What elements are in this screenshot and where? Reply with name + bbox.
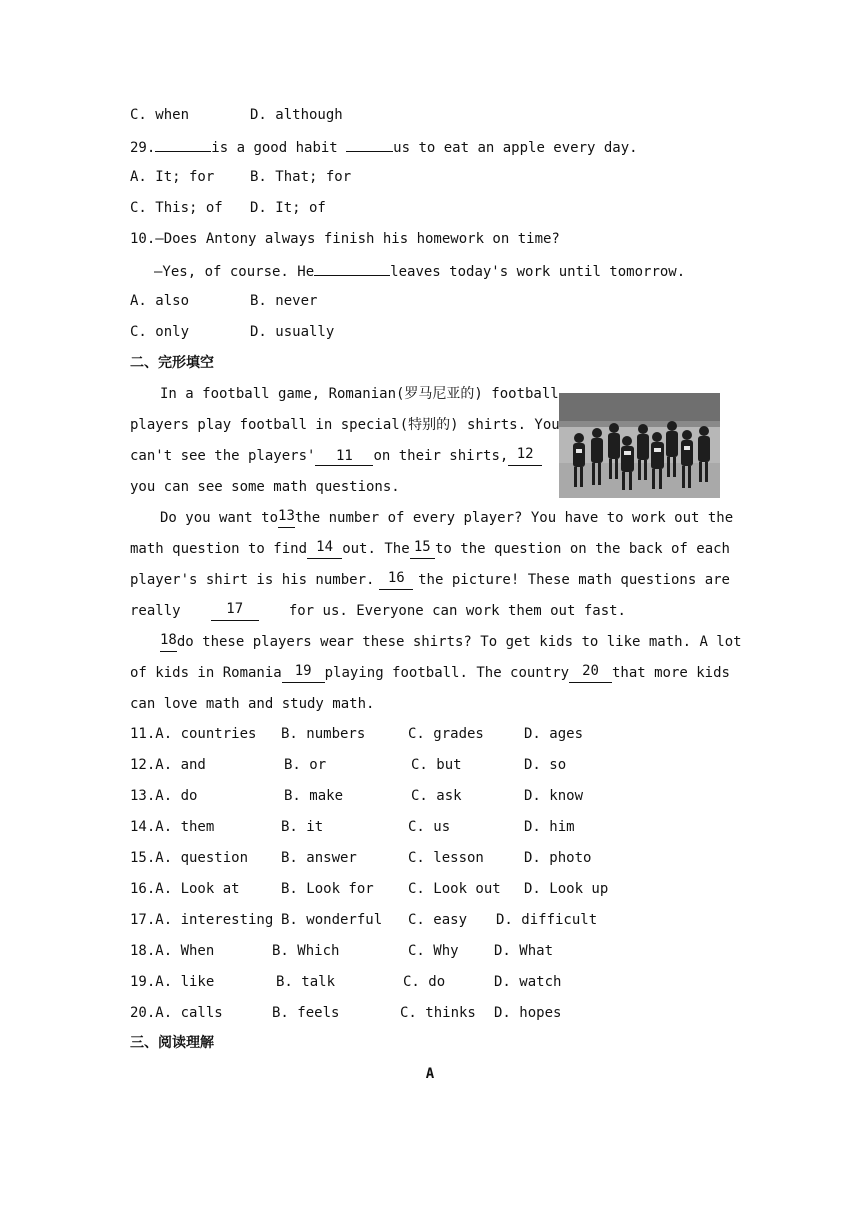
blank-15: 15 — [410, 539, 435, 559]
blank-20: 20 — [569, 663, 612, 683]
option-13-d: D. know — [524, 788, 584, 804]
blank-18: 18 — [160, 632, 177, 652]
option-13-b: B. make — [284, 788, 344, 804]
question-text: —Yes, of course. He — [154, 264, 315, 280]
option-19-d: D. watch — [494, 974, 562, 990]
q10-option-b: B. never — [250, 293, 318, 309]
blank-16: 16 — [379, 570, 413, 590]
option-20-b: B. feels — [272, 1005, 340, 1021]
passage-text: you can see some math questions. — [130, 479, 400, 495]
option-12-c: C. but — [411, 757, 462, 773]
question-text: leaves today's work until tomorrow. — [390, 264, 686, 280]
option-14-c: C. us — [408, 819, 451, 835]
passage-line — [130, 446, 542, 466]
q10-option-c: C. only — [130, 324, 190, 340]
football-players-photo — [559, 393, 720, 498]
passage-text: playing football. The country — [324, 665, 570, 681]
question-text: us to eat an apple every day. — [393, 140, 638, 156]
passage-text: to the question on the back of each — [434, 541, 730, 557]
option-20-a: 20.A. calls — [130, 1005, 223, 1021]
option-18-b: B. Which — [272, 943, 340, 959]
answer-blank — [314, 260, 390, 276]
passage-text: players play football in special(特别的) shirts. You — [130, 417, 560, 433]
passage-text: really — [130, 603, 181, 619]
passage-text: that more kids — [611, 665, 730, 681]
prev-option-c: C. when — [130, 107, 190, 123]
option-16-d: D. Look up — [524, 881, 609, 897]
option-15-a: 15.A. question — [130, 850, 249, 866]
passage-text: of kids in Romania — [130, 665, 282, 681]
option-14-b: B. it — [281, 819, 324, 835]
passage-text: for us. Everyone can work them out fast. — [288, 603, 626, 619]
passage-line — [160, 384, 559, 404]
passage-text: can't see the players' — [130, 448, 316, 464]
passage-line — [130, 694, 375, 714]
option-12-a: 12.A. and — [130, 757, 206, 773]
passage-line — [130, 570, 730, 590]
players-image — [559, 393, 720, 498]
blank-14: 14 — [307, 539, 342, 559]
option-11-c: C. grades — [408, 726, 484, 742]
passage-text: do these players wear these shirts? To get kids to like math. A lot — [176, 634, 742, 650]
option-11-d: D. ages — [524, 726, 584, 742]
option-20-d: D. hopes — [494, 1005, 562, 1021]
passage-line — [130, 539, 730, 559]
option-13-c: C. ask — [411, 788, 462, 804]
question-10-line1: 10.—Does Antony always finish his homework on time? — [130, 231, 560, 247]
option-16-a: 16.A. Look at — [130, 881, 240, 897]
option-18-c: C. Why — [408, 943, 459, 959]
blank-11: 11 — [315, 448, 373, 466]
option-17-a: 17.A. interesting — [130, 912, 274, 928]
option-14-d: D. him — [524, 819, 575, 835]
q29-option-a: A. It; for — [130, 169, 215, 185]
option-13-a: 13.A. do — [130, 788, 198, 804]
passage-line — [130, 477, 542, 497]
passage-text: the number of every player? You have to work out the — [294, 510, 734, 526]
q29-option-b: B. That; for — [250, 169, 352, 185]
passage-text: In a football game, Romanian(罗马尼亚的) football — [160, 386, 559, 402]
option-12-b: B. or — [284, 757, 327, 773]
option-20-c: C. thinks — [400, 1005, 476, 1021]
q29-option-d: D. It; of — [250, 200, 326, 216]
option-18-a: 18.A. When — [130, 943, 215, 959]
option-17-d: D. difficult — [496, 912, 598, 928]
passage-text: math question to find — [130, 541, 308, 557]
passage-line — [130, 663, 730, 683]
option-16-c: C. Look out — [408, 881, 501, 897]
passage-line — [160, 508, 734, 528]
question-29 — [130, 136, 638, 158]
question-text: is a good habit — [211, 140, 347, 156]
passage-text: player's shirt is his number. — [130, 572, 375, 588]
answer-blank — [155, 136, 211, 152]
option-19-a: 19.A. like — [130, 974, 215, 990]
option-19-c: C. do — [403, 974, 446, 990]
option-15-c: C. lesson — [408, 850, 484, 866]
q10-option-a: A. also — [130, 293, 190, 309]
option-17-b: B. wonderful — [281, 912, 383, 928]
section-heading-reading: 三、阅读理解 — [130, 1035, 214, 1051]
option-19-b: B. talk — [276, 974, 336, 990]
passage-text: can love math and study math. — [130, 696, 375, 712]
section-heading-cloze: 二、完形填空 — [130, 355, 214, 371]
question-10-line2 — [154, 260, 685, 282]
blank-12: 12 — [508, 446, 542, 466]
option-11-b: B. numbers — [281, 726, 366, 742]
blank-13: 13 — [278, 508, 295, 528]
blank-17: 17 — [211, 601, 259, 621]
option-15-d: D. photo — [524, 850, 592, 866]
option-12-d: D. so — [524, 757, 567, 773]
passage-text: the picture! These math questions are — [418, 572, 730, 588]
passage-line — [130, 415, 560, 435]
passage-text: on their shirts, — [373, 448, 509, 464]
passage-text: out. The — [342, 541, 410, 557]
option-17-c: C. easy — [408, 912, 468, 928]
option-18-d: D. What — [494, 943, 554, 959]
option-16-b: B. Look for — [281, 881, 374, 897]
q29-option-c: C. This; of — [130, 200, 223, 216]
option-11-a: 11.A. countries — [130, 726, 257, 742]
option-15-b: B. answer — [281, 850, 357, 866]
q10-option-d: D. usually — [250, 324, 335, 340]
reading-passage-label: A — [425, 1066, 435, 1082]
question-number: 29. — [130, 140, 156, 156]
passage-line — [130, 601, 626, 621]
blank-19: 19 — [282, 663, 325, 683]
passage-line — [160, 632, 742, 652]
answer-blank — [346, 136, 393, 152]
passage-text: Do you want to — [160, 510, 279, 526]
prev-option-d: D. although — [250, 107, 343, 123]
option-14-a: 14.A. them — [130, 819, 215, 835]
